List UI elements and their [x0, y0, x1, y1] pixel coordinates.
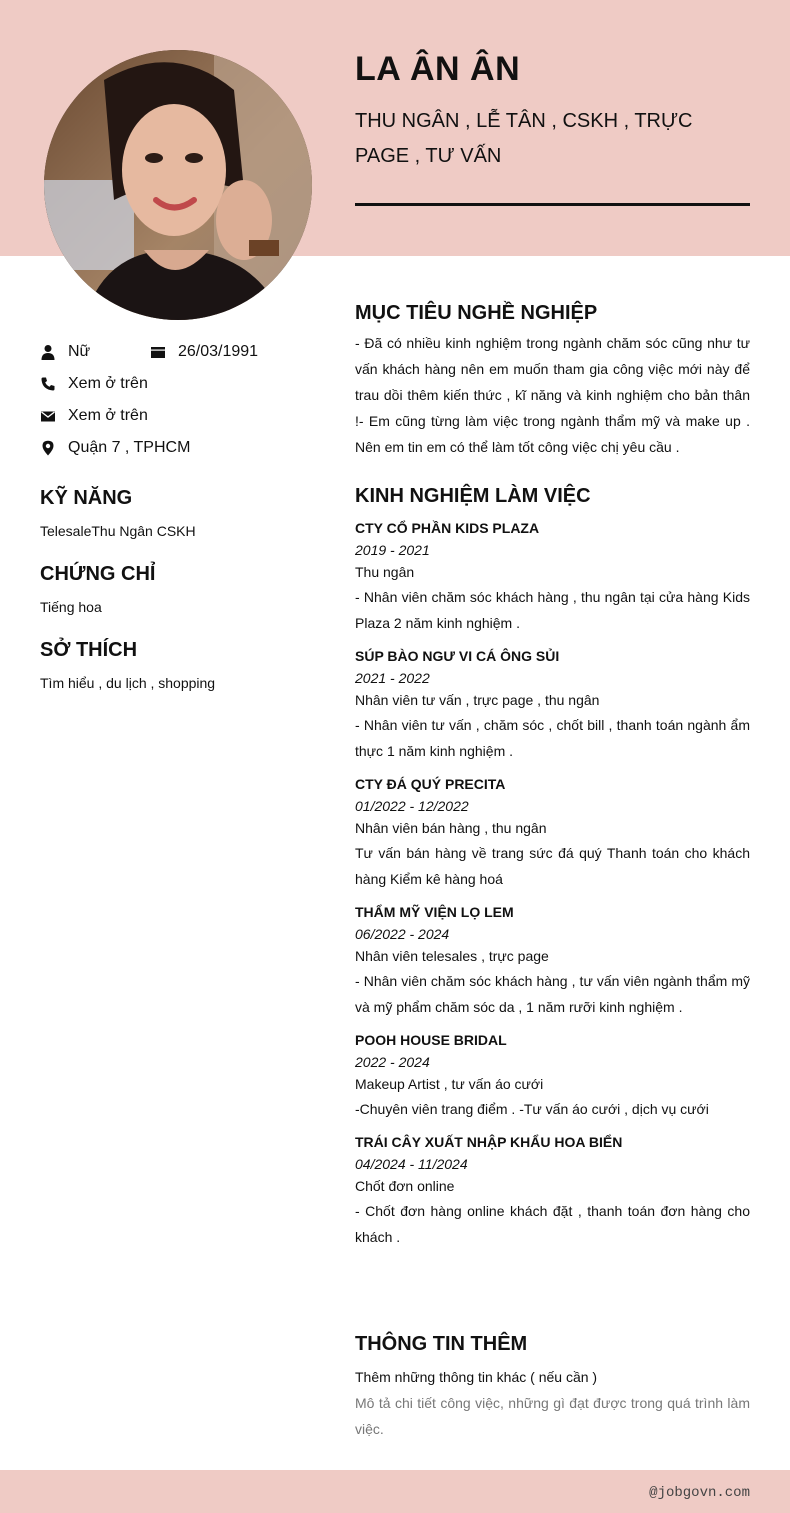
- experience-date: 06/2022 - 2024: [355, 926, 450, 942]
- experience-description: Tư vấn bán hàng về trang sức đá quý Thanh toán cho khách hàng Kiểm kê hàng hoá: [355, 845, 750, 887]
- mail-icon: [40, 408, 56, 424]
- experience-description: -Chuyên viên trang điểm . -Tư vấn áo cưới , dịch vụ cưới: [355, 1101, 709, 1117]
- additional-line1: Thêm những thông tin khác ( nếu cần ): [355, 1369, 598, 1385]
- gender-info: [40, 343, 90, 361]
- additional-section: [355, 1333, 750, 1442]
- objective-heading: MỤC TIÊU NGHỀ NGHIỆP: [355, 302, 598, 324]
- experience-company: CTY ĐÁ QUÝ PRECITA: [355, 776, 506, 792]
- certificates-text: Tiếng hoa: [40, 599, 102, 615]
- experience-date: 01/2022 - 12/2022: [355, 798, 469, 814]
- experience-section: [355, 485, 750, 1262]
- experience-company: TRÁI CÂY XUẤT NHẬP KHẨU HOA BIỂN: [355, 1134, 623, 1150]
- location-pin-icon: [40, 440, 56, 456]
- experience-date: 2021 - 2022: [355, 670, 430, 686]
- candidate-name: LA ÂN ÂN: [355, 50, 521, 88]
- experience-role: Thu ngân: [355, 564, 415, 580]
- experience-item: [355, 776, 750, 892]
- experience-date: 04/2024 - 11/2024: [355, 1156, 468, 1172]
- job-title: THU NGÂN , LỄ TÂN , CSKH , TRỰC PAGE , TƯ VẤN: [355, 110, 693, 167]
- experience-description: - Chốt đơn hàng online khách đặt , thanh toán đơn hàng cho khách .: [355, 1203, 750, 1245]
- skills-heading: KỸ NĂNG: [40, 487, 133, 509]
- experience-role: Makeup Artist , tư vấn áo cưới: [355, 1076, 544, 1092]
- hobbies-heading: SỞ THÍCH: [40, 639, 138, 661]
- experience-date: 2019 - 2021: [355, 542, 430, 558]
- experience-item: [355, 520, 750, 636]
- experience-role: Chốt đơn online: [355, 1178, 455, 1194]
- header-divider: [355, 203, 750, 206]
- certificates-heading: CHỨNG CHỈ: [40, 563, 156, 585]
- experience-date: 2022 - 2024: [355, 1054, 430, 1070]
- experience-company: CTY CỔ PHẦN KIDS PLAZA: [355, 520, 540, 536]
- address-info: [40, 439, 190, 457]
- experience-list: [355, 520, 750, 1250]
- hobbies-text: Tìm hiểu , du lịch , shopping: [40, 675, 216, 691]
- address-value: Quận 7 , TPHCM: [68, 439, 191, 456]
- email-info: [40, 407, 148, 425]
- phone-icon: [40, 376, 56, 392]
- skills-text: TelesaleThu Ngân CSKH: [40, 523, 196, 539]
- additional-line2: Mô tả chi tiết công việc, những gì đạt được trong quá trình làm việc.: [355, 1395, 750, 1437]
- objective-text: - Đã có nhiều kinh nghiệm trong ngành chăm sóc cũng như tư vấn khách hàng nên em muốn tham gia công việc mới này để trau dồi thêm kiến thức , kĩ năng và kinh nghiệm cho bản thân !- Em cũng từng làm việc trong ngành thẩm mỹ và make up . Nên em tin em có thể làm tốt công việc chị yêu cầu .: [355, 335, 750, 455]
- experience-role: Nhân viên telesales , trực page: [355, 948, 549, 964]
- phone-info: [40, 375, 148, 393]
- birthday-value: 26/03/1991: [178, 343, 259, 360]
- experience-description: - Nhân viên tư vấn , chăm sóc , chốt bill , thanh toán ngành ẩm thực 1 năm kinh nghiệm .: [355, 717, 750, 759]
- gender-value: Nữ: [68, 343, 91, 360]
- experience-description: - Nhân viên chăm sóc khách hàng , tư vấn viên ngành thẩm mỹ và mỹ phẩm chăm sóc da , 1 năm rưỡi kinh nghiệm .: [355, 973, 750, 1015]
- experience-item: [355, 648, 750, 764]
- experience-company: THẨM MỸ VIỆN LỌ LEM: [355, 904, 514, 920]
- experience-item: [355, 904, 750, 1020]
- objective-section: [355, 302, 750, 460]
- experience-item: [355, 1134, 750, 1250]
- profile-photo: [44, 50, 312, 320]
- birthday-info: [150, 343, 258, 361]
- email-value: Xem ở trên: [68, 407, 148, 424]
- experience-item: [355, 1032, 750, 1122]
- experience-heading: KINH NGHIỆM LÀM VIỆC: [355, 485, 591, 507]
- experience-role: Nhân viên tư vấn , trực page , thu ngân: [355, 692, 600, 708]
- phone-value: Xem ở trên: [68, 375, 148, 392]
- footer-watermark: @jobgovn.com: [649, 1485, 750, 1501]
- experience-role: Nhân viên bán hàng , thu ngân: [355, 820, 547, 836]
- person-icon: [40, 344, 56, 360]
- experience-company: SÚP BÀO NGƯ VI CÁ ÔNG SỦI: [355, 648, 560, 664]
- experience-company: POOH HOUSE BRIDAL: [355, 1032, 507, 1048]
- calendar-icon: [150, 344, 166, 360]
- experience-description: - Nhân viên chăm sóc khách hàng , thu ngân tại cửa hàng Kids Plaza 2 năm kinh nghiệm .: [355, 589, 750, 631]
- additional-heading: THÔNG TIN THÊM: [355, 1333, 528, 1355]
- footer-band: [0, 1470, 790, 1513]
